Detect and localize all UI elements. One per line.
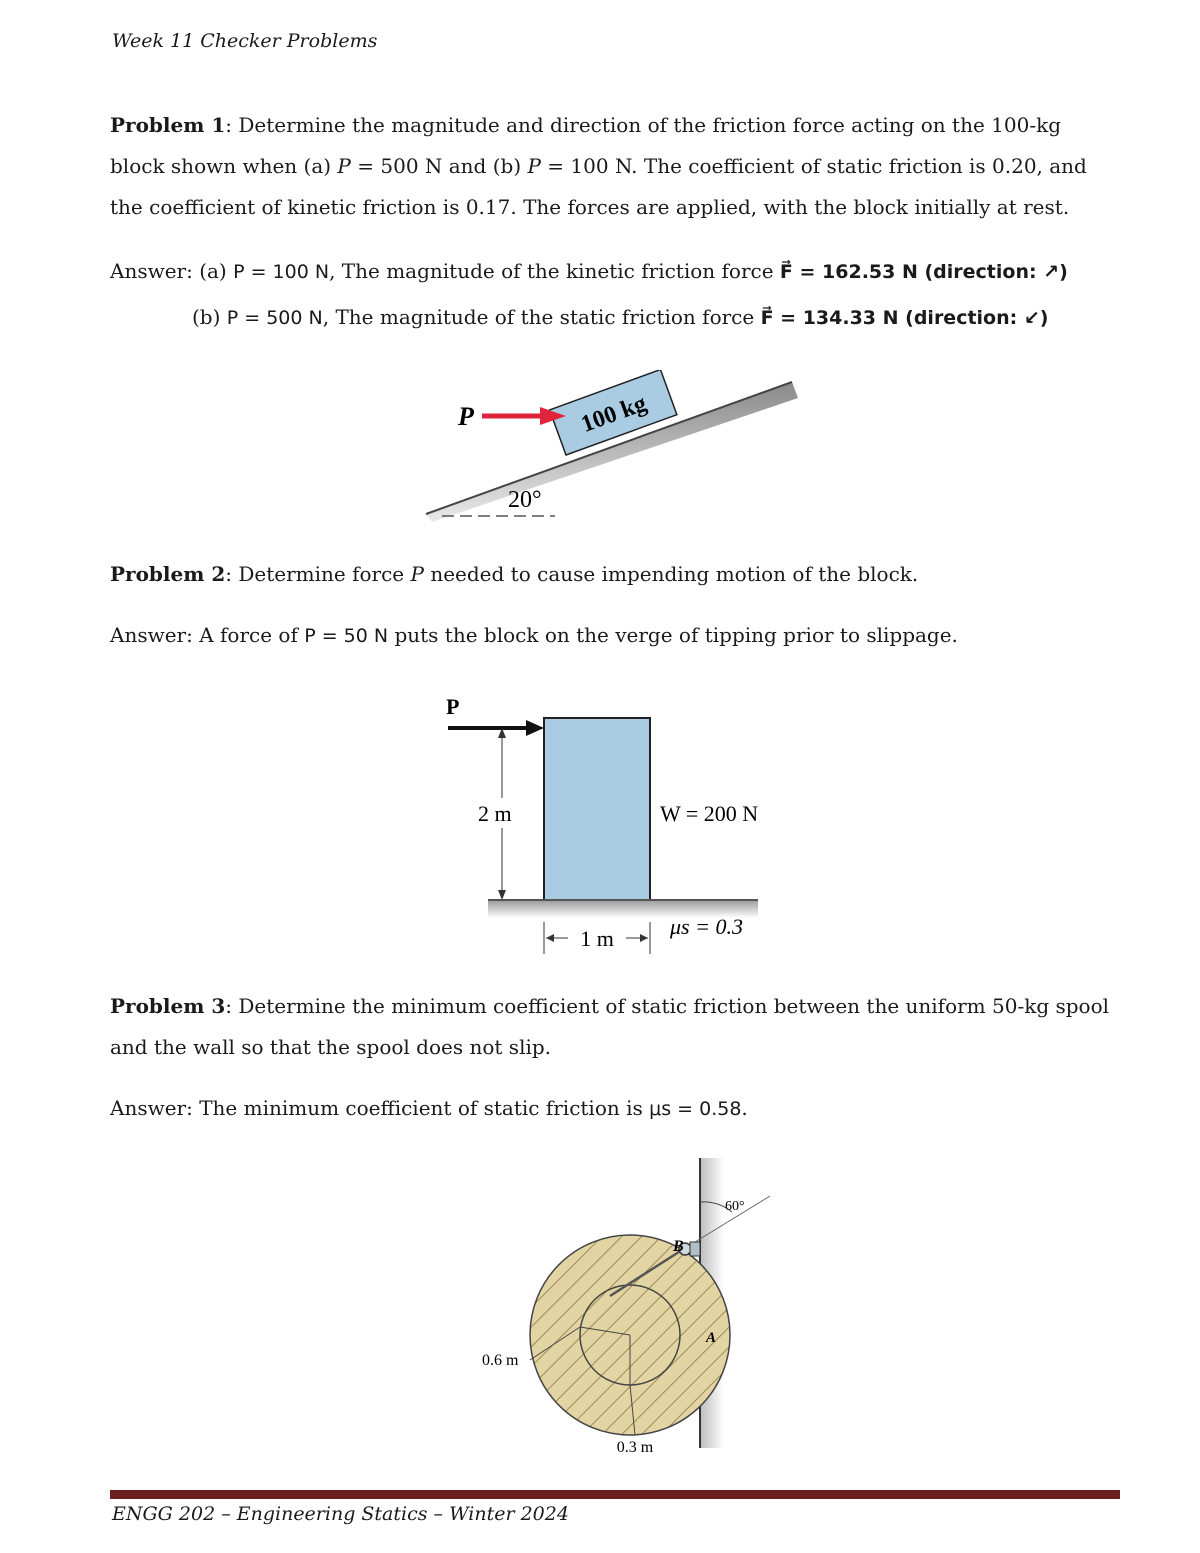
page-header: Week 11 Checker Problems	[112, 30, 378, 52]
problem-2-figure	[440, 690, 780, 970]
page-footer: ENGG 202 – Engineering Statics – Winter 2024	[112, 1503, 569, 1525]
block-label: 100 kg	[577, 390, 651, 438]
problem-1-label: Problem 1	[110, 113, 226, 137]
problem-2-label: Problem 2	[110, 562, 226, 586]
problem-2-answer: Answer: A force of P = 50 N puts the block on the verge of tipping prior to slippage.	[110, 623, 958, 647]
force-p-label: P	[446, 694, 460, 719]
point-b-label: B	[673, 1238, 684, 1255]
angle-label: 60°	[725, 1199, 745, 1214]
inner-radius-label: 0.3 m	[616, 1439, 654, 1456]
problem-3-figure	[470, 1150, 790, 1470]
mu-label: μs = 0.3	[670, 914, 743, 939]
force-p-label: P	[458, 402, 474, 431]
problem-1-figure	[420, 370, 810, 530]
problem-3-answer: Answer: The minimum coefficient of static friction is μs = 0.58.	[110, 1096, 748, 1120]
width-arrowhead-left	[546, 934, 554, 942]
outer-radius-label: 0.6 m	[482, 1352, 519, 1369]
point-a-label: A	[706, 1330, 717, 1346]
width-arrowhead-right	[640, 934, 648, 942]
block	[544, 718, 650, 900]
force-p-arrowhead	[526, 720, 544, 736]
problem-2-statement: Problem 2: Determine force P needed to cause impending motion of the block.	[110, 562, 919, 586]
problem-1-statement: Problem 1: Determine the magnitude and direction of the friction force acting on the 100-kg block shown when (a) P = 500 N and (b) P = 100 N. The coefficient of static friction is 0.20, and the coefficient of kinetic friction is 0.17. The forces are applied, with the block initially at rest.	[110, 113, 1087, 219]
height-label: 2 m	[478, 801, 512, 826]
height-arrowhead-bottom	[498, 890, 506, 900]
problem-1-answer-b: (b) P = 500 N, The magnitude of the static friction force F⃗ = 134.33 N (direction: ↙)	[192, 305, 1049, 329]
weight-label: W = 200 N	[660, 801, 759, 826]
problem-1-answer-a: Answer: (a) P = 100 N, The magnitude of the kinetic friction force F⃗ = 162.53 N (direction: ↗)	[110, 259, 1068, 283]
wall-bracket	[690, 1242, 700, 1256]
footer-divider	[110, 1490, 1120, 1499]
problem-3-label: Problem 3	[110, 994, 226, 1018]
width-label: 1 m	[580, 926, 614, 951]
problem-3-statement: Problem 3: Determine the minimum coefficient of static friction between the uniform 50-kg spool and the wall so that the spool does not slip.	[110, 994, 1110, 1059]
angle-label: 20°	[508, 487, 542, 513]
